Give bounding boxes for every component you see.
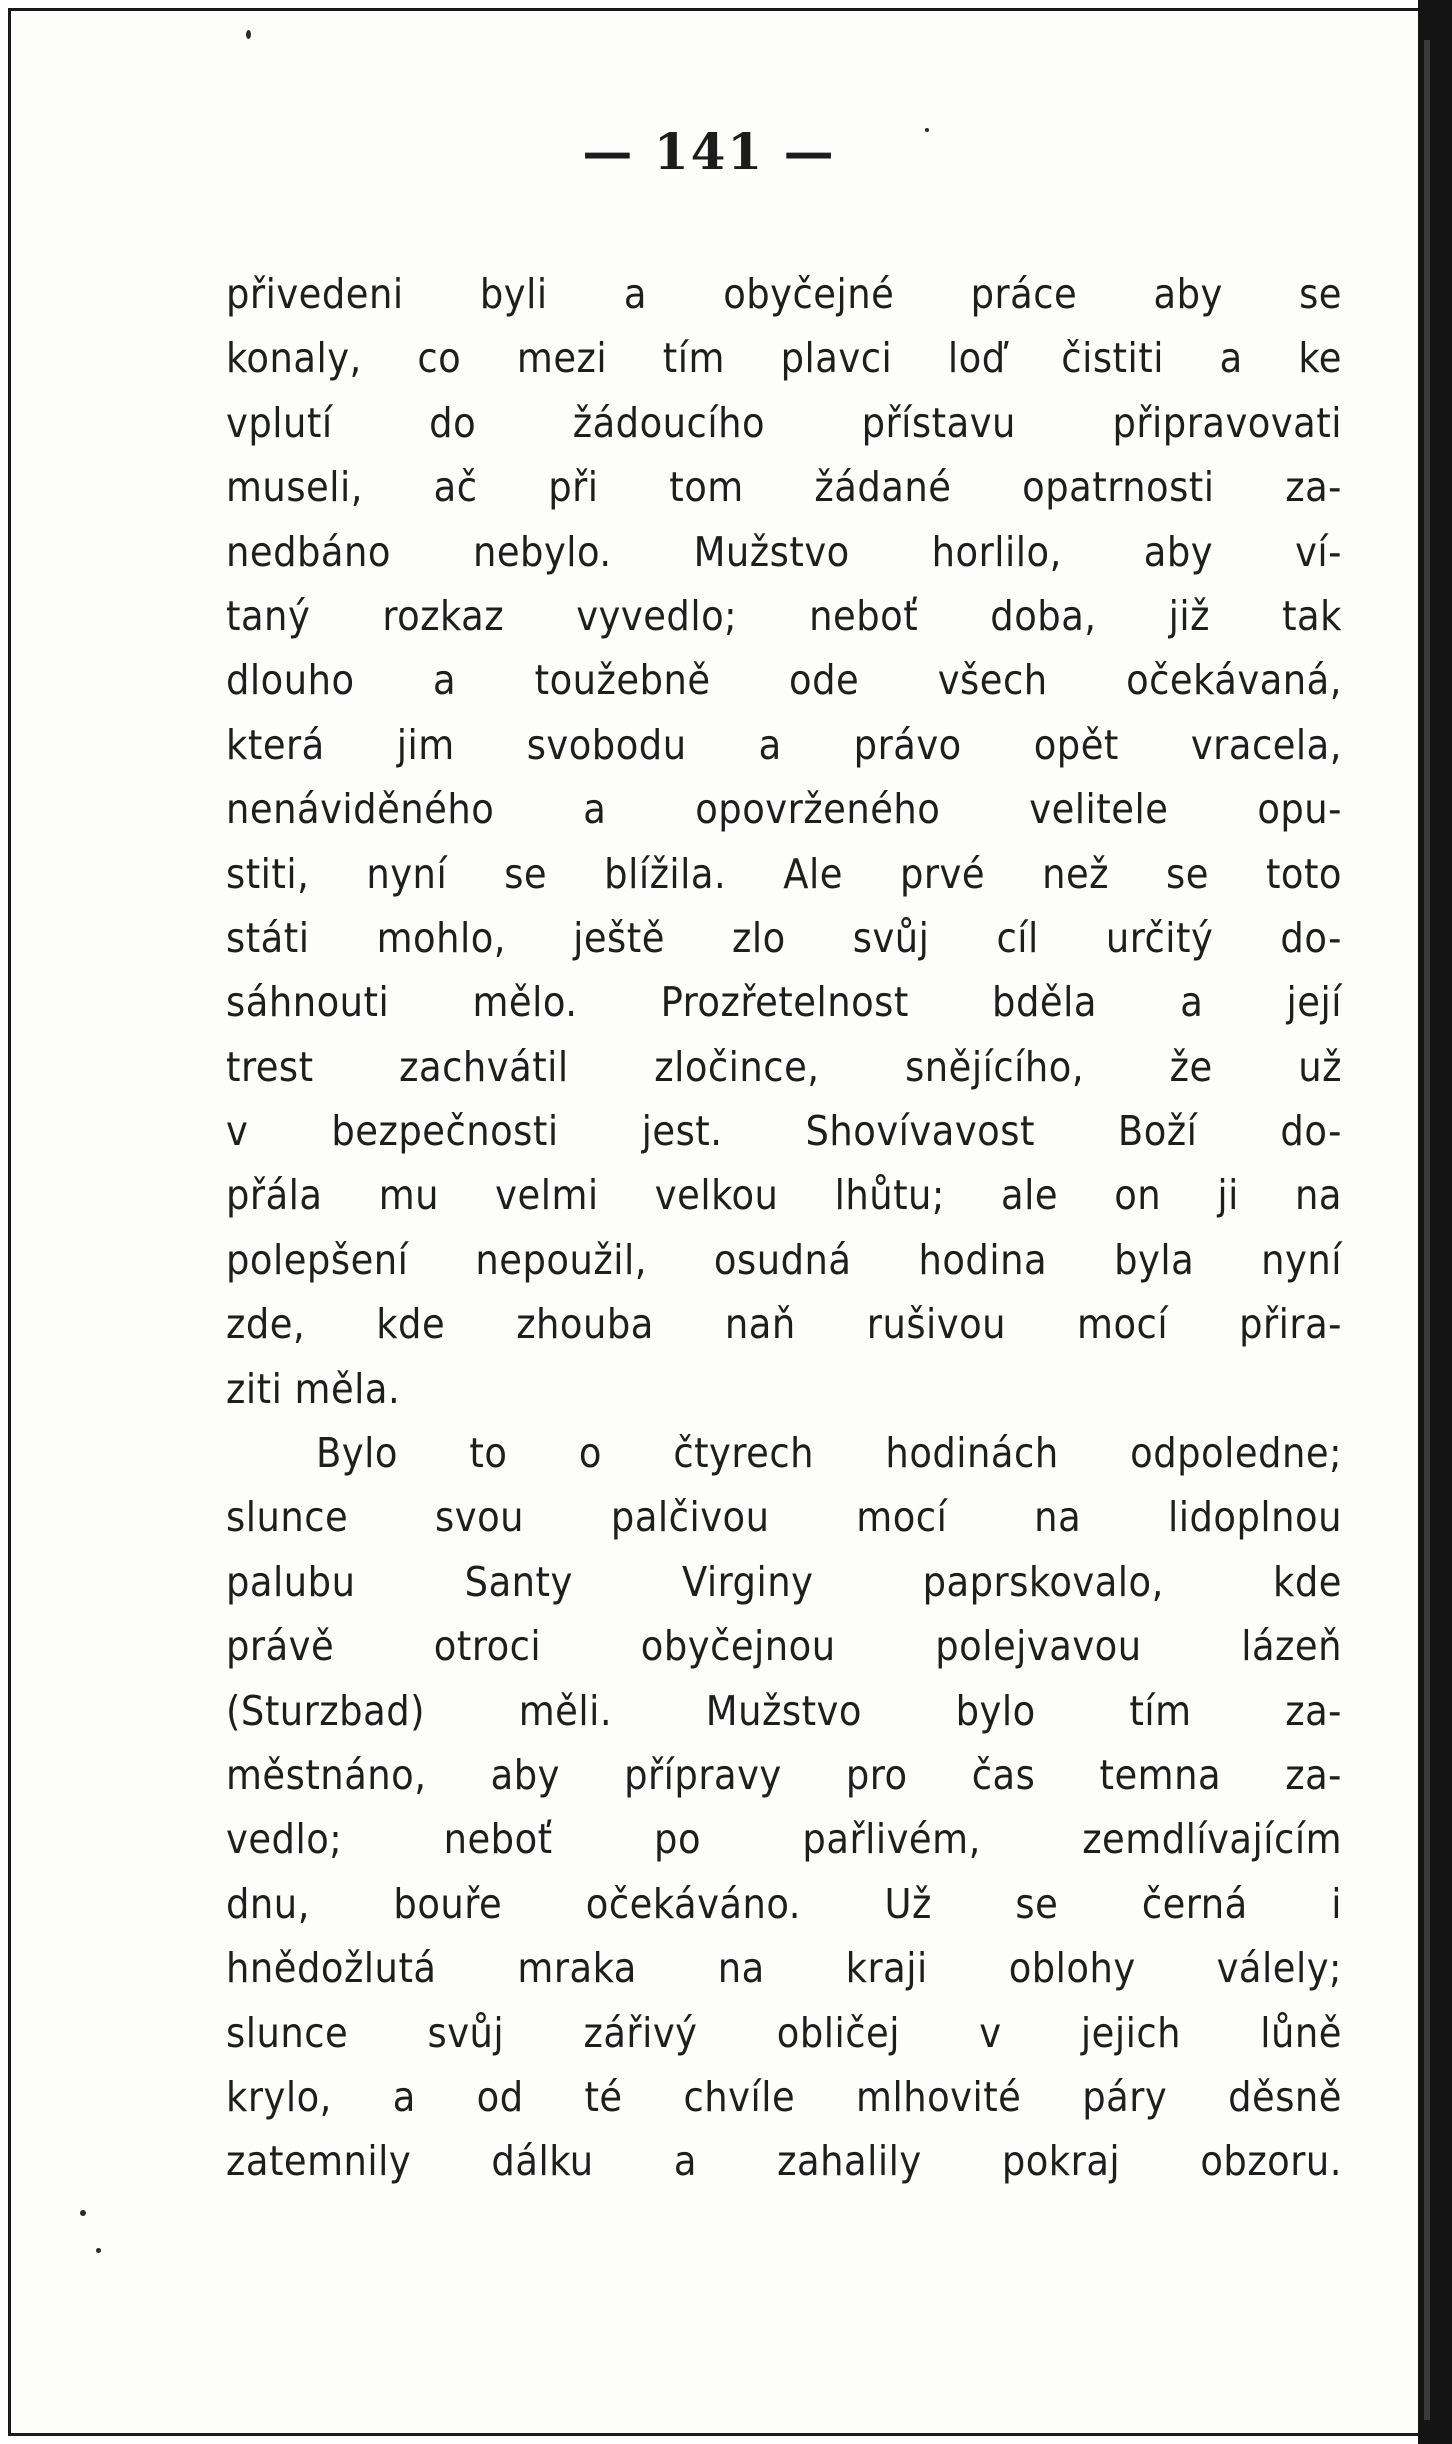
text-line: která jim svobodu a právo opět vracela, xyxy=(226,720,1342,769)
text-line: nenáviděného a opovrženého velitele opu- xyxy=(226,785,1342,834)
text-line: dnu, bouře očekáváno. Už se černá i xyxy=(226,1879,1342,1928)
text-line: konaly, co mezi tím plavci loď čistiti a ke xyxy=(226,334,1342,383)
paper-speck xyxy=(80,2210,86,2216)
text-line: palubu Santy Virginy paprskovalo, kde xyxy=(226,1557,1342,1606)
page-number: — 141 — xyxy=(582,122,836,181)
text-line: zatemnily dálku a zahalily pokraj obzoru. xyxy=(226,2137,1342,2186)
text-line: polepšení nepoužil, osudná hodina byla nyní xyxy=(226,1235,1342,1284)
text-line: přivedeni byli a obyčejné práce aby se xyxy=(226,270,1342,318)
text-line: taný rozkaz vyvedlo; neboť doba, již tak xyxy=(226,591,1342,640)
text-line: sáhnouti mělo. Prozřetelnost bděla a její xyxy=(226,978,1342,1027)
text-line: vedlo; neboť po pařlivém, zemdlívajícím xyxy=(226,1815,1342,1864)
text-line: krylo, a od té chvíle mlhovité páry děsně xyxy=(226,2072,1342,2121)
text-line: (Sturzbad) měli. Mužstvo bylo tím za- xyxy=(226,1686,1342,1735)
text-line: právě otroci obyčejnou polejvavou lázeň xyxy=(226,1622,1342,1671)
text-line: státi mohlo, ještě zlo svůj cíl určitý do- xyxy=(226,913,1342,962)
text-line: museli, ač při tom žádané opatrnosti za- xyxy=(226,463,1342,512)
text-line: hnědožlutá mraka na kraji oblohy válely; xyxy=(226,1944,1342,1993)
text-line: dlouho a toužebně ode všech očekávaná, xyxy=(226,656,1342,705)
text-line: stiti, nyní se blížila. Ale prvé než se toto xyxy=(226,849,1342,898)
body-text xyxy=(226,262,1342,2194)
page-edge-inner xyxy=(1424,40,1430,2420)
paper-speck xyxy=(96,2248,101,2253)
text-line: městnáno, aby přípravy pro čas temna za- xyxy=(226,1750,1342,1799)
paragraph-start-line: Bylo to o čtyrech hodinách odpoledne; xyxy=(316,1429,1342,1478)
text-line: nedbáno nebylo. Mužstvo horlilo, aby ví- xyxy=(226,527,1342,576)
text-line: slunce svůj zářivý obličej v jejich lůně xyxy=(226,2008,1342,2057)
text-line: v bezpečnosti jest. Shovívavost Boží do- xyxy=(226,1107,1342,1156)
text-line: slunce svou palčivou mocí na lidoplnou xyxy=(226,1493,1342,1542)
text-line: přála mu velmi velkou lhůtu; ale on ji na xyxy=(226,1171,1342,1220)
text-line: trest zachvátil zločince, snějícího, že už xyxy=(226,1042,1342,1091)
text-line: zde, kde zhouba naň rušivou mocí přira- xyxy=(226,1300,1342,1349)
paragraph-end-line: ziti měla. xyxy=(226,1364,401,1413)
text-line: vplutí do žádoucího přístavu připravovati xyxy=(226,398,1342,447)
paper-speck xyxy=(246,30,251,39)
